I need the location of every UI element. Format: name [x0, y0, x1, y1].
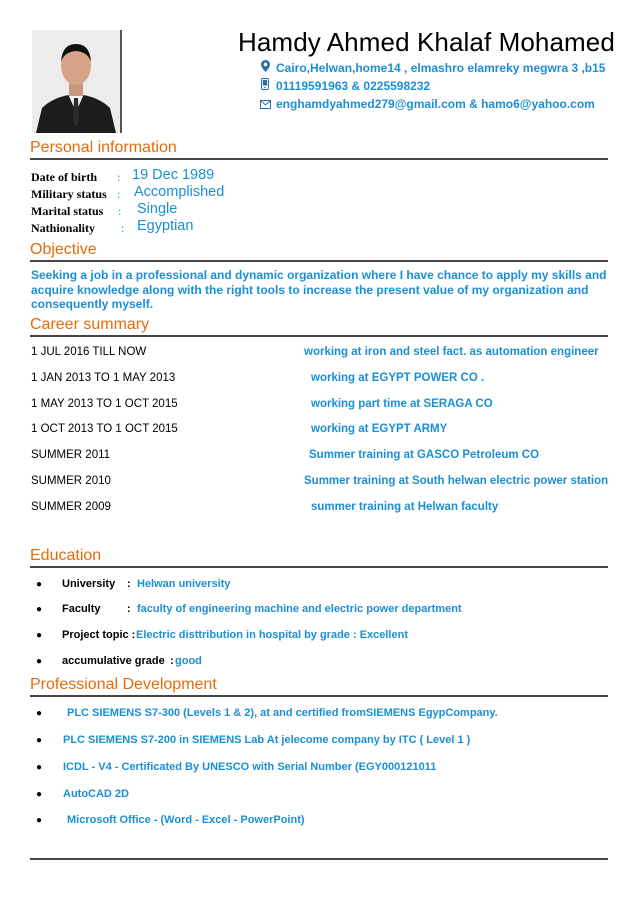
career-description: working at iron and steel fact. as automation engineer: [304, 346, 599, 358]
marital-status-value: Single: [137, 201, 178, 217]
bullet-icon: ●: [36, 604, 43, 615]
envelope-icon: [258, 96, 272, 112]
bullet-icon: ●: [36, 708, 43, 719]
professional-item: PLC SIEMENS S7-300 (Levels 1 & 2), at and certified fromSIEMENS EgypCompany.: [67, 707, 498, 719]
dob-label: Date of birth: [31, 170, 97, 184]
phone-icon: [258, 78, 272, 93]
marital-status-label: Marital status: [31, 204, 104, 218]
career-date: 1 JAN 2013 TO 1 MAY 2013: [31, 372, 176, 384]
marital-status-colon: :: [118, 204, 122, 218]
email-line: [258, 96, 595, 112]
dob-value: 19 Dec 1989: [132, 167, 215, 183]
address-text: Cairo,Helwan,home14 , elmashro elamreky megwra 3 ,b15: [276, 60, 606, 75]
education-value: faculty of engineering machine and electric power department: [137, 603, 462, 615]
career-date: 1 MAY 2013 TO 1 OCT 2015: [31, 398, 178, 410]
nationality-value: Egyptian: [137, 218, 194, 234]
bottom-divider: [30, 858, 608, 860]
nationality-label: Nathionality: [31, 221, 96, 235]
section-education: Education: [30, 547, 608, 568]
career-description: working part time at SERAGA CO: [311, 398, 493, 410]
education-label: Faculty: [62, 603, 101, 615]
career-date: 1 JUL 2016 TILL NOW: [31, 346, 147, 358]
military-status-colon: :: [117, 187, 121, 201]
education-value: Electric disttribution in hospital by grade : Excellent: [136, 629, 408, 641]
bullet-icon: ●: [36, 656, 43, 667]
military-status-value: Accomplished: [134, 184, 225, 200]
email-text: enghamdyahmed279@gmail.com & hamo6@yahoo.com: [276, 97, 595, 111]
career-description: working at EGYPT POWER CO .: [311, 372, 485, 384]
section-professional-development: Professional Development: [30, 676, 608, 697]
military-status-label: Military status: [31, 187, 107, 201]
education-value: good: [175, 655, 202, 667]
section-personal-information: Personal information: [30, 139, 608, 160]
education-separator: :: [170, 655, 174, 667]
professional-item: PLC SIEMENS S7-200 in SIEMENS Lab At jelecome company by ITC ( Level 1 ): [63, 734, 471, 746]
professional-item: AutoCAD 2D: [63, 788, 129, 800]
candidate-name: Hamdy Ahmed Khalaf Mohamed: [238, 27, 615, 57]
education-separator: :: [127, 603, 131, 615]
profile-photo: [32, 30, 122, 133]
bullet-icon: ●: [36, 735, 43, 746]
career-description: Summer training at GASCO Petroleum CO: [309, 449, 540, 461]
bullet-icon: ●: [36, 762, 43, 773]
career-description: working at EGYPT ARMY: [311, 423, 448, 435]
address-line: [258, 60, 605, 75]
section-career-summary: Career summary: [30, 316, 608, 337]
map-pin-icon: [258, 60, 272, 75]
objective-text: Seeking a job in a professional and dynamic organization where I have chance to apply my skills and acquire knowledge along with the right tools to increase the present value of my organization and consequently myself.: [31, 268, 607, 311]
bullet-icon: ●: [36, 630, 43, 641]
career-description: Summer training at South helwan electric power station: [304, 475, 609, 487]
phone-text: 01119591963 & 0225598232: [276, 78, 431, 93]
education-label: Project topic :: [62, 629, 136, 641]
bullet-icon: ●: [36, 815, 43, 826]
education-label: accumulative grade: [62, 655, 165, 667]
bullet-icon: ●: [36, 789, 43, 800]
section-objective: Objective: [30, 241, 608, 262]
education-separator: :: [127, 578, 131, 590]
education-label: University: [62, 578, 116, 590]
career-date: SUMMER 2010: [31, 475, 111, 487]
professional-item: ICDL - V4 - Certificated By UNESCO with Serial Number (EGY000121011: [63, 761, 437, 773]
professional-item: Microsoft Office - (Word - Excel - PowerPoint): [67, 814, 305, 826]
career-description: summer training at Helwan faculty: [311, 501, 499, 513]
bullet-icon: ●: [36, 579, 43, 590]
career-date: 1 OCT 2013 TO 1 OCT 2015: [31, 423, 178, 435]
dob-colon: :: [117, 170, 121, 184]
education-value: Helwan university: [137, 578, 231, 590]
person-portrait-icon: [32, 30, 120, 133]
phone-line: [258, 78, 430, 93]
career-date: SUMMER 2009: [31, 501, 111, 513]
nationality-colon: :: [121, 221, 125, 235]
career-date: SUMMER 2011: [31, 449, 111, 461]
